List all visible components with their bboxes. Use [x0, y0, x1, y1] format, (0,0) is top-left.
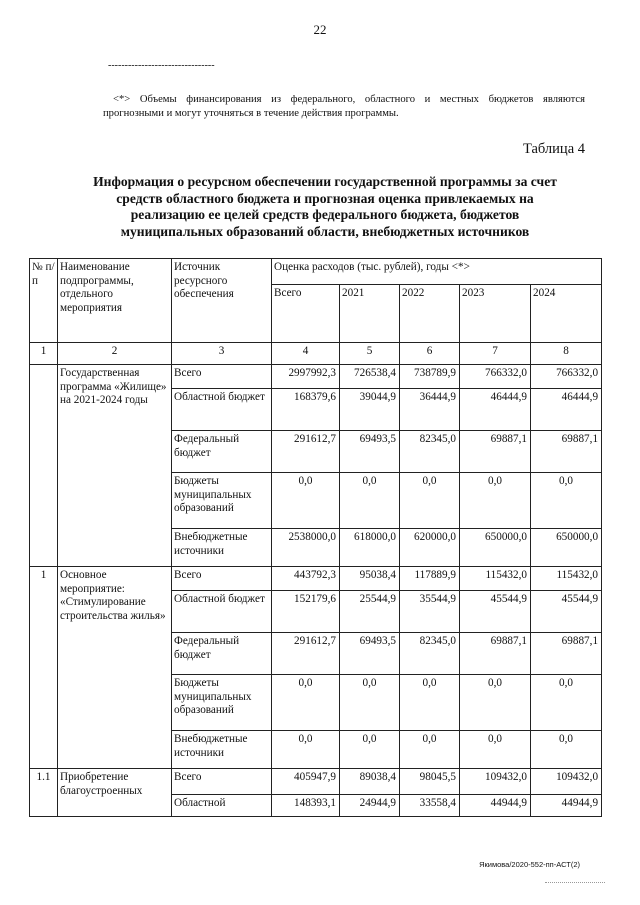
row-source: Федеральный бюджет	[172, 633, 272, 675]
value-cell: 766332,0	[531, 365, 602, 389]
row-source: Областной	[172, 795, 272, 817]
value-cell: 44944,9	[460, 795, 531, 817]
value-cell: 2997992,3	[272, 365, 340, 389]
col-number: 3	[172, 343, 272, 365]
value-cell: 109432,0	[460, 769, 531, 795]
value-cell: 443792,3	[272, 567, 340, 591]
row-name: Государственная программа «Жилище» на 2021-2024 годы	[58, 365, 172, 567]
row-source: Бюджеты муниципальных образований	[172, 675, 272, 731]
header-year-2022: 2022	[400, 285, 460, 343]
value-cell: 95038,4	[340, 567, 400, 591]
value-cell: 0,0	[400, 473, 460, 529]
value-cell: 115432,0	[460, 567, 531, 591]
value-cell: 0,0	[531, 731, 602, 769]
value-cell: 152179,6	[272, 591, 340, 633]
value-cell: 2538000,0	[272, 529, 340, 567]
value-cell: 650000,0	[460, 529, 531, 567]
value-cell: 69493,5	[340, 633, 400, 675]
value-cell: 650000,0	[531, 529, 602, 567]
value-cell: 148393,1	[272, 795, 340, 817]
value-cell: 24944,9	[340, 795, 400, 817]
value-cell: 69887,1	[460, 431, 531, 473]
value-cell: 738789,9	[400, 365, 460, 389]
value-cell: 69887,1	[531, 431, 602, 473]
row-name: Приобретение благоустроенных	[58, 769, 172, 817]
table-label: Таблица 4	[522, 141, 585, 157]
header-year-2021: 2021	[340, 285, 400, 343]
value-cell: 291612,7	[272, 431, 340, 473]
value-cell: 46444,9	[531, 389, 602, 431]
value-cell: 109432,0	[531, 769, 602, 795]
footnote-text: <*> Объемы финансирования из федерального, областного и местных бюджетов являются прогнозными и могут уточняться в течение действия программы.	[103, 94, 585, 119]
table-row	[30, 769, 602, 795]
row-source: Всего	[172, 567, 272, 591]
value-cell: 69887,1	[460, 633, 531, 675]
value-cell: 25544,9	[340, 591, 400, 633]
value-cell: 0,0	[531, 473, 602, 529]
value-cell: 168379,6	[272, 389, 340, 431]
resource-table	[29, 258, 602, 817]
value-cell: 44944,9	[531, 795, 602, 817]
col-number: 5	[340, 343, 400, 365]
value-cell: 0,0	[340, 675, 400, 731]
value-cell: 0,0	[400, 675, 460, 731]
table-title: Информация о ресурсном обеспечении государственной программы за счет средств областного бюджета и прогнозная оценка привлекаемых на реализацию ее целей средств федерального бюджета, бюджетов муниципальных образований области, внебюджетных источников	[93, 174, 557, 239]
row-source: Федеральный бюджет	[172, 431, 272, 473]
value-cell: 0,0	[460, 473, 531, 529]
col-number: 1	[30, 343, 58, 365]
value-cell: 89038,4	[340, 769, 400, 795]
header-year-2023: 2023	[460, 285, 531, 343]
value-cell: 620000,0	[400, 529, 460, 567]
value-cell: 69887,1	[531, 633, 602, 675]
value-cell: 0,0	[340, 731, 400, 769]
value-cell: 117889,9	[400, 567, 460, 591]
col-number: 7	[460, 343, 531, 365]
row-source: Бюджеты муниципальных образований	[172, 473, 272, 529]
row-source: Всего	[172, 769, 272, 795]
value-cell: 98045,5	[400, 769, 460, 795]
row-num: 1.1	[30, 769, 58, 817]
value-cell: 0,0	[400, 731, 460, 769]
table-row	[30, 365, 602, 389]
value-cell: 39044,9	[340, 389, 400, 431]
value-cell: 0,0	[272, 731, 340, 769]
col-number: 8	[531, 343, 602, 365]
row-num: 1	[30, 567, 58, 769]
value-cell: 33558,4	[400, 795, 460, 817]
header-estimate: Оценка расходов (тыс. рублей), годы <*>	[272, 259, 602, 285]
column-number-row	[30, 343, 602, 365]
value-cell: 726538,4	[340, 365, 400, 389]
value-cell: 0,0	[460, 731, 531, 769]
footer-divider	[545, 882, 605, 883]
value-cell: 0,0	[272, 675, 340, 731]
value-cell: 0,0	[272, 473, 340, 529]
value-cell: 36444,9	[400, 389, 460, 431]
page-number: 22	[313, 22, 327, 37]
header-name: Наименование подпрограммы, отдельного мероприятия	[58, 259, 172, 343]
value-cell: 45544,9	[460, 591, 531, 633]
value-cell: 46444,9	[460, 389, 531, 431]
header-year-2024: 2024	[531, 285, 602, 343]
row-source: Внебюджетные источники	[172, 529, 272, 567]
row-source: Всего	[172, 365, 272, 389]
value-cell: 766332,0	[460, 365, 531, 389]
value-cell: 82345,0	[400, 633, 460, 675]
value-cell: 0,0	[460, 675, 531, 731]
footnote-rule: --------------------------------	[108, 60, 215, 71]
header-num: № п/п	[30, 259, 58, 343]
value-cell: 0,0	[531, 675, 602, 731]
value-cell: 405947,9	[272, 769, 340, 795]
value-cell: 0,0	[340, 473, 400, 529]
header-year-total: Всего	[272, 285, 340, 343]
row-source: Областной бюджет	[172, 591, 272, 633]
value-cell: 618000,0	[340, 529, 400, 567]
row-source: Областной бюджет	[172, 389, 272, 431]
value-cell: 115432,0	[531, 567, 602, 591]
value-cell: 82345,0	[400, 431, 460, 473]
value-cell: 45544,9	[531, 591, 602, 633]
header-source: Источник ресурсного обеспечения	[172, 259, 272, 343]
col-number: 2	[58, 343, 172, 365]
value-cell: 291612,7	[272, 633, 340, 675]
row-source: Внебюджетные источники	[172, 731, 272, 769]
row-name: Основное мероприятие: «Стимулирование строительства жилья»	[58, 567, 172, 769]
value-cell: 35544,9	[400, 591, 460, 633]
footer-code: Якимова/2020-552-пп-АСТ(2)	[479, 860, 580, 869]
row-num	[30, 365, 58, 567]
table-row	[30, 567, 602, 591]
value-cell: 69493,5	[340, 431, 400, 473]
col-number: 6	[400, 343, 460, 365]
col-number: 4	[272, 343, 340, 365]
